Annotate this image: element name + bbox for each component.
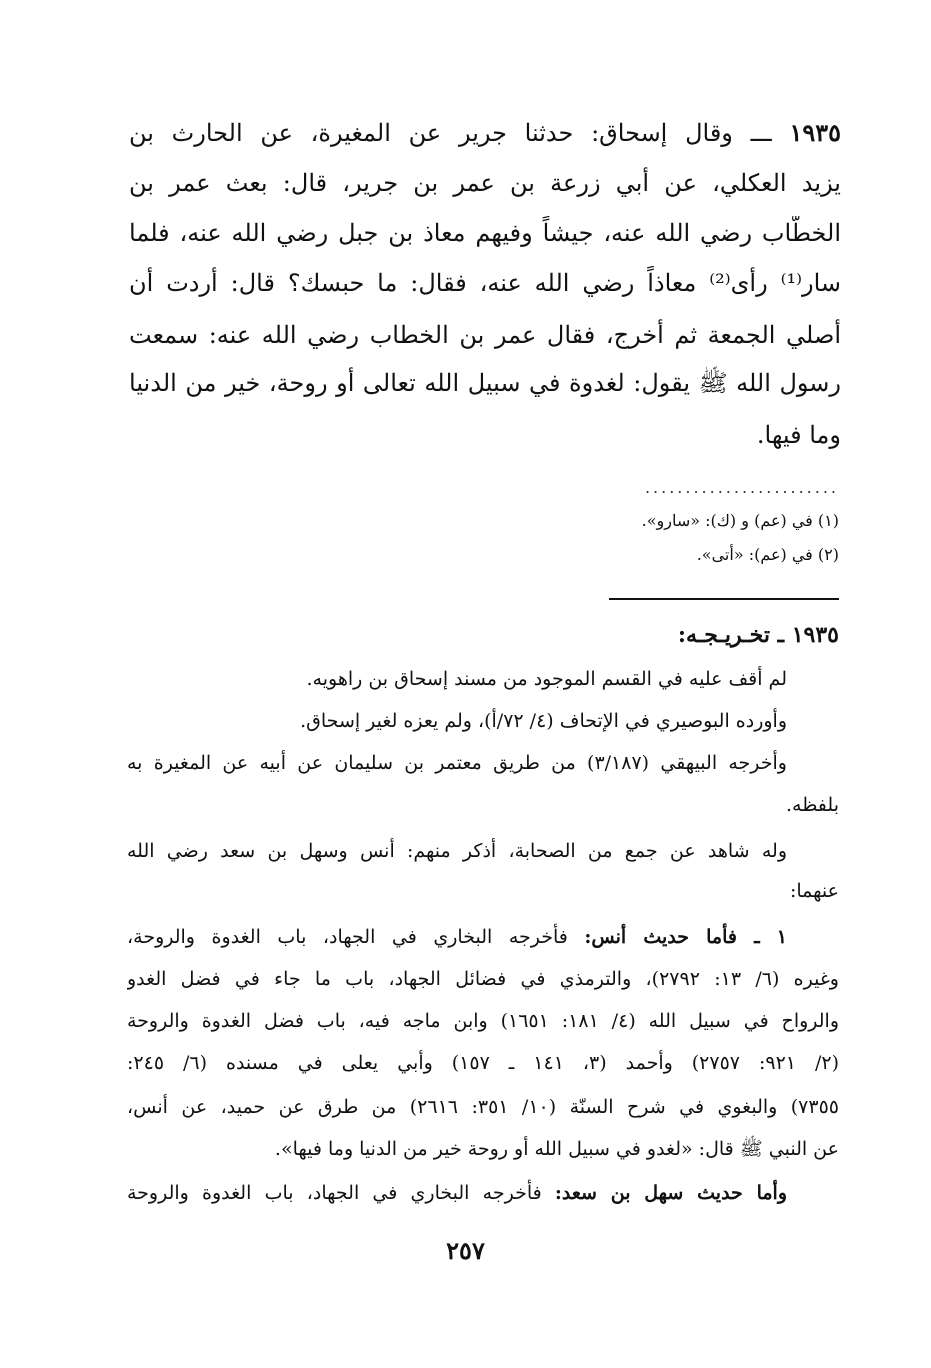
takhrij-line-4: بلفظه. xyxy=(785,794,839,816)
main-text-line-5: أصلي الجمعة ثم أخرج، فقال عمر بن الخطاب رضي الله عنه: سمعت xyxy=(129,321,841,349)
anas-line-3: والرواح في سبيل الله (٤/ ١٨١: ١٦٥١) وابن ماجه فيه، باب فضل الغدوة والروحة xyxy=(127,1010,839,1032)
anas-line-6: عن النبي ﷺ قال: «لغدو في سبيل الله أو روحة خير من الدنيا وما فيها». xyxy=(274,1138,839,1160)
section-divider xyxy=(609,598,839,600)
main-text-line-4: سار⁽¹⁾ رأى⁽²⁾ معاذاً رضي الله عنه، فقال: ما حبسك؟ قال: أردت أن xyxy=(129,269,841,297)
anas-line-4: (٢/ ٩٢١: ٢٧٥٧) وأحمد (٣، ١٤١ ـ ١٥٧) وأبي يعلى في مسنده (٦/ ٢٤٥: xyxy=(127,1052,839,1074)
main-text-line-1-body: ـــ وقال إسحاق: حدثنا جرير عن المغيرة، عن الحارث بن xyxy=(129,119,772,147)
main-text-line-1 xyxy=(129,116,841,150)
takhrij-title: ١٩٣٥ ـ تخـريـجـه: xyxy=(677,622,839,648)
anas-lead: ١ ـ فأما حديث أنس: xyxy=(584,926,787,948)
main-text-line-7: وما فيها. xyxy=(756,421,841,449)
hadith-number: ١٩٣٥ xyxy=(789,118,841,147)
takhrij-line-3: وأخرجه البيهقي (٣/١٨٧) من طريق معتمر بن سليمان عن أبيه عن المغيرة به xyxy=(127,752,787,774)
main-text-line-2: يزيد العكلي، عن أبي زرعة بن عمر بن جرير، قال: بعث عمر بن xyxy=(129,169,841,197)
sahl-lead: وأما حديث سهل بن سعد: xyxy=(554,1182,787,1204)
sahl-line-1-body: فأخرجه البخاري في الجهاد، باب الغدوة والروحة xyxy=(127,1182,542,1204)
takhrij-line-5: وله شاهد عن جمع من الصحابة، أذكر منهم: أنس وسهل بن سعد رضي الله xyxy=(127,840,787,862)
anas-line-1 xyxy=(127,922,839,952)
footnote-1: (١) في (عم) و (ك): «سارو». xyxy=(641,511,839,530)
takhrij-line-2: وأورده البوصيري في الإتحاف (٤/ ٧٢/أ)، ولم يعزه لغير إسحاق. xyxy=(300,710,787,732)
takhrij-line-1: لم أقف عليه في القسم الموجود من مسند إسحاق بن راهويه. xyxy=(306,668,787,690)
page-number: ٢٥٧ xyxy=(446,1236,485,1265)
main-text-line-6: رسول الله ﷺ يقول: لغدوة في سبيل الله تعالى أو روحة، خير من الدنيا xyxy=(129,369,841,397)
anas-line-2: وغيره (٦/ ١٣: ٢٧٩٢)، والترمذي في فضائل الجهاد، باب ما جاء في فضل الغدو xyxy=(127,968,839,990)
anas-line-5: ٧٣٥٥) والبغوي في شرح السنّة (١٠/ ٣٥١: ٢٦١٦) من طرق عن حميد، عن أنس، xyxy=(127,1096,839,1118)
anas-line-1-body: فأخرجه البخاري في الجهاد، باب الغدوة والروحة، xyxy=(127,926,568,948)
footnote-2: (٢) في (عم): «أتى». xyxy=(696,545,839,564)
main-text-line-3: الخطّاب رضي الله عنه، جيشاً وفيهم معاذ بن جبل رضي الله عنه، فلما xyxy=(129,219,841,247)
sahl-line-1 xyxy=(127,1178,839,1208)
takhrij-line-6: عنهما: xyxy=(789,880,839,902)
footnote-separator: ........................ xyxy=(644,478,839,497)
